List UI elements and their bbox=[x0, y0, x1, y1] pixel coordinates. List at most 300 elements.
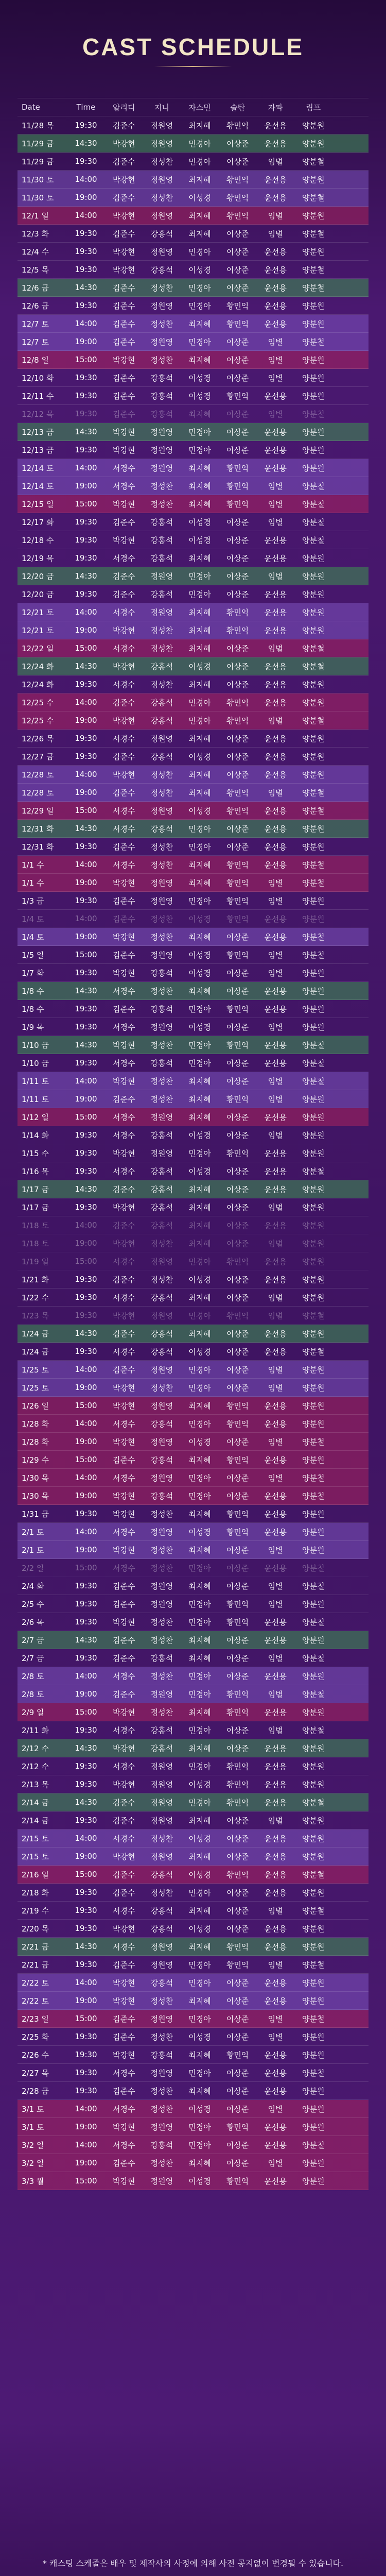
performance-date: 11/29 금 bbox=[22, 139, 54, 148]
cast-member: 윤선용 bbox=[264, 1184, 287, 1194]
cast-member: 박강현 bbox=[113, 1491, 135, 1501]
cast-member: 박강현 bbox=[113, 247, 135, 257]
performance-time: 19:00 bbox=[75, 193, 97, 202]
performance-time: 15:00 bbox=[75, 643, 97, 653]
table-row bbox=[17, 585, 369, 603]
cast-member: 양분원 bbox=[302, 2086, 325, 2096]
cast-member: 정원영 bbox=[150, 806, 173, 816]
performance-date: 1/9 목 bbox=[22, 1022, 44, 1032]
table-row bbox=[17, 1595, 369, 1613]
performance-time: 19:00 bbox=[75, 337, 97, 346]
performance-date: 1/29 수 bbox=[22, 1455, 49, 1465]
cast-member: 윤선용 bbox=[264, 1221, 287, 1230]
performance-time: 19:30 bbox=[75, 589, 97, 599]
cast-member: 황민익 bbox=[226, 1780, 249, 1789]
cast-member: 이성경 bbox=[188, 968, 211, 978]
cast-member: 양분원 bbox=[302, 247, 325, 257]
table-row bbox=[17, 1343, 369, 1361]
cast-member: 박강현 bbox=[113, 1924, 135, 1934]
cast-member: 최지혜 bbox=[188, 643, 211, 653]
cast-member: 최지혜 bbox=[188, 211, 211, 221]
performance-date: 2/23 일 bbox=[22, 2014, 49, 2024]
cast-member: 윤선용 bbox=[264, 752, 287, 761]
table-row bbox=[17, 1829, 369, 1848]
cast-member: 황민익 bbox=[226, 1707, 249, 1717]
cast-member: 이상준 bbox=[226, 1924, 249, 1934]
cast-member: 민경아 bbox=[188, 2068, 211, 2078]
cast-member: 양분원 bbox=[302, 301, 325, 311]
cast-member: 임별 bbox=[268, 1311, 283, 1320]
cast-member: 윤선용 bbox=[264, 2122, 287, 2132]
cast-member: 양분철 bbox=[302, 337, 325, 347]
cast-member: 이성경 bbox=[188, 193, 211, 202]
table-row bbox=[17, 387, 369, 405]
cast-member: 이상준 bbox=[226, 409, 249, 419]
cast-member: 강홍석 bbox=[150, 1419, 173, 1429]
cast-member: 강홍석 bbox=[150, 752, 173, 761]
column-header-date: Date bbox=[22, 103, 40, 112]
cast-member: 서경수 bbox=[113, 607, 135, 617]
cast-member: 양분원 bbox=[302, 1221, 325, 1230]
performance-time: 19:00 bbox=[75, 625, 97, 635]
cast-member: 양분철 bbox=[302, 1473, 325, 1483]
cast-member: 서경수 bbox=[113, 860, 135, 870]
cast-member: 최지혜 bbox=[188, 770, 211, 779]
performance-date: 1/4 토 bbox=[22, 914, 44, 924]
cast-member: 양분철 bbox=[302, 283, 325, 293]
cast-member: 윤선용 bbox=[264, 589, 287, 599]
cast-member: 윤선용 bbox=[264, 860, 287, 870]
cast-member: 양분원 bbox=[302, 589, 325, 599]
cast-member: 정원영 bbox=[150, 896, 173, 906]
performance-time: 14:30 bbox=[75, 571, 97, 581]
cast-member: 이상준 bbox=[226, 2158, 249, 2168]
cast-member: 정원영 bbox=[150, 1599, 173, 1609]
table-row bbox=[17, 910, 369, 928]
performance-date: 12/18 수 bbox=[22, 535, 54, 545]
cast-member: 최지혜 bbox=[188, 860, 211, 870]
cast-member: 강홍석 bbox=[150, 1906, 173, 1916]
cast-member: 이상준 bbox=[226, 1996, 249, 2006]
cast-member: 이상준 bbox=[226, 2104, 249, 2114]
cast-member: 양분원 bbox=[302, 1599, 325, 1609]
cast-member: 양분원 bbox=[302, 1239, 325, 1248]
cast-member: 이성경 bbox=[188, 1130, 211, 1140]
cast-member: 황민익 bbox=[226, 1004, 249, 1014]
table-row bbox=[17, 1270, 369, 1289]
performance-time: 19:30 bbox=[75, 1780, 97, 1789]
performance-time: 19:30 bbox=[75, 1275, 97, 1284]
cast-member: 민경아 bbox=[188, 2140, 211, 2150]
performance-time: 15:00 bbox=[75, 1870, 97, 1879]
cast-member: 양분철 bbox=[302, 1906, 325, 1916]
cast-member: 이상준 bbox=[226, 986, 249, 996]
performance-time: 19:30 bbox=[75, 373, 97, 382]
cast-member: 양분원 bbox=[302, 1527, 325, 1537]
performance-date: 2/12 수 bbox=[22, 1761, 49, 1771]
table-row bbox=[17, 134, 369, 152]
cast-member: 김준수 bbox=[113, 2014, 135, 2024]
cast-member: 양분철 bbox=[302, 716, 325, 725]
performance-time: 19:30 bbox=[75, 1581, 97, 1590]
cast-member: 황민익 bbox=[226, 1040, 249, 1050]
cast-member: 최지혜 bbox=[188, 1509, 211, 1519]
performance-time: 14:30 bbox=[75, 1040, 97, 1049]
cast-member: 이성경 bbox=[188, 806, 211, 816]
performance-date: 12/14 토 bbox=[22, 481, 54, 491]
cast-member: 최지혜 bbox=[188, 2086, 211, 2096]
performance-date: 2/7 금 bbox=[22, 1653, 44, 1663]
cast-member: 양분원 bbox=[302, 698, 325, 707]
cast-member: 박강현 bbox=[113, 1076, 135, 1086]
table-row bbox=[17, 1902, 369, 1920]
cast-member: 이상준 bbox=[226, 517, 249, 527]
table-row bbox=[17, 297, 369, 315]
table-row bbox=[17, 351, 369, 369]
cast-member: 최지혜 bbox=[188, 553, 211, 563]
cast-member: 윤선용 bbox=[264, 1275, 287, 1284]
cast-member: 양분철 bbox=[302, 788, 325, 798]
performance-date: 1/14 화 bbox=[22, 1130, 49, 1140]
cast-member: 김준수 bbox=[113, 1599, 135, 1609]
performance-time: 14:00 bbox=[75, 175, 97, 184]
cast-member: 최지혜 bbox=[188, 1906, 211, 1916]
performance-date: 1/21 화 bbox=[22, 1275, 49, 1284]
cast-member: 양분원 bbox=[302, 1094, 325, 1104]
table-row bbox=[17, 1180, 369, 1198]
cast-member: 황민익 bbox=[226, 211, 249, 221]
cast-member: 황민익 bbox=[226, 1761, 249, 1771]
cast-member: 박강현 bbox=[113, 1437, 135, 1447]
performance-date: 3/1 토 bbox=[22, 2122, 44, 2132]
cast-member: 이상준 bbox=[226, 1834, 249, 1843]
cast-member: 윤선용 bbox=[264, 319, 287, 329]
cast-member: 양분철 bbox=[302, 806, 325, 816]
table-row bbox=[17, 1216, 369, 1234]
performance-time: 19:30 bbox=[75, 1906, 97, 1915]
cast-member: 황민익 bbox=[226, 175, 249, 184]
cast-member: 윤선용 bbox=[264, 121, 287, 130]
cast-member: 황민익 bbox=[226, 1527, 249, 1537]
performance-time: 19:30 bbox=[75, 1924, 97, 1933]
cast-member: 윤선용 bbox=[264, 1401, 287, 1411]
cast-member: 김준수 bbox=[113, 337, 135, 347]
cast-member: 최지혜 bbox=[188, 1094, 211, 1104]
cast-member: 서경수 bbox=[113, 553, 135, 563]
performance-time: 19:30 bbox=[75, 1816, 97, 1825]
cast-member: 정원영 bbox=[150, 1960, 173, 1970]
cast-member: 최지혜 bbox=[188, 878, 211, 888]
cast-member: 이상준 bbox=[226, 1545, 249, 1555]
cast-member: 박강현 bbox=[113, 1509, 135, 1519]
cast-member: 서경수 bbox=[113, 2140, 135, 2150]
cast-member: 이상준 bbox=[226, 1275, 249, 1284]
cast-member: 강홍석 bbox=[150, 2050, 173, 2060]
cast-member: 민경아 bbox=[188, 427, 211, 437]
cast-member: 양분원 bbox=[302, 842, 325, 852]
cast-member: 양분원 bbox=[302, 1761, 325, 1771]
performance-time: 19:30 bbox=[75, 229, 97, 238]
cast-member: 양분원 bbox=[302, 968, 325, 978]
table-row bbox=[17, 1415, 369, 1433]
cast-member: 양분철 bbox=[302, 932, 325, 942]
cast-member: 김준수 bbox=[113, 1888, 135, 1897]
cast-member: 양분원 bbox=[302, 445, 325, 455]
performance-date: 12/6 금 bbox=[22, 301, 49, 311]
cast-member: 양분원 bbox=[302, 2032, 325, 2042]
cast-member: 최지혜 bbox=[188, 481, 211, 491]
performance-date: 2/27 목 bbox=[22, 2068, 49, 2078]
cast-member: 김준수 bbox=[113, 1689, 135, 1699]
performance-time: 19:00 bbox=[75, 2158, 97, 2167]
cast-member: 박강현 bbox=[113, 1743, 135, 1753]
cast-member: 황민익 bbox=[226, 1401, 249, 1411]
table-row bbox=[17, 1379, 369, 1397]
cast-member: 이상준 bbox=[226, 1239, 249, 1248]
cast-member: 박강현 bbox=[113, 1978, 135, 1988]
cast-member: 임별 bbox=[268, 1383, 283, 1393]
table-row bbox=[17, 1541, 369, 1559]
performance-time: 19:00 bbox=[75, 932, 97, 941]
performance-time: 14:30 bbox=[75, 283, 97, 292]
table-row bbox=[17, 567, 369, 585]
cast-member: 김준수 bbox=[113, 157, 135, 166]
cast-member: 정원영 bbox=[150, 1942, 173, 1952]
performance-date: 12/24 화 bbox=[22, 662, 54, 671]
performance-date: 1/30 목 bbox=[22, 1491, 49, 1501]
cast-member: 최지혜 bbox=[188, 607, 211, 617]
column-header-role: 지니 bbox=[154, 103, 169, 112]
cast-member: 황민익 bbox=[226, 625, 249, 635]
cast-member: 정원영 bbox=[150, 607, 173, 617]
performance-date: 1/22 수 bbox=[22, 1293, 49, 1302]
cast-member: 임별 bbox=[268, 1906, 283, 1916]
cast-member: 정성찬 bbox=[150, 499, 173, 509]
cast-member: 김준수 bbox=[113, 571, 135, 581]
cast-member: 정원영 bbox=[150, 1473, 173, 1483]
cast-member: 임별 bbox=[268, 1076, 283, 1086]
cast-member: 양분철 bbox=[302, 535, 325, 545]
cast-member: 최지혜 bbox=[188, 1329, 211, 1338]
cast-member: 강홍석 bbox=[150, 409, 173, 419]
performance-date: 1/7 화 bbox=[22, 968, 44, 978]
cast-member: 황민익 bbox=[226, 1455, 249, 1465]
cast-member: 서경수 bbox=[113, 1527, 135, 1537]
performance-time: 19:30 bbox=[75, 1888, 97, 1897]
table-row bbox=[17, 1992, 369, 2010]
table-row bbox=[17, 261, 369, 279]
cast-member: 윤선용 bbox=[264, 1455, 287, 1465]
cast-member: 강홍석 bbox=[150, 2140, 173, 2150]
performance-time: 19:00 bbox=[75, 1996, 97, 2005]
cast-member: 박강현 bbox=[113, 1239, 135, 1248]
cast-member: 최지혜 bbox=[188, 1293, 211, 1302]
cast-member: 윤선용 bbox=[264, 625, 287, 635]
table-row bbox=[17, 1866, 369, 1884]
table-row bbox=[17, 1920, 369, 1938]
cast-member: 양분원 bbox=[302, 770, 325, 779]
cast-member: 양분원 bbox=[302, 1202, 325, 1212]
performance-time: 19:30 bbox=[75, 1725, 97, 1735]
cast-member: 정성찬 bbox=[150, 1707, 173, 1717]
cast-member: 김준수 bbox=[113, 1365, 135, 1375]
performance-time: 15:00 bbox=[75, 950, 97, 959]
table-row bbox=[17, 657, 369, 675]
performance-date: 12/25 수 bbox=[22, 716, 54, 725]
cast-member: 서경수 bbox=[113, 1347, 135, 1357]
cast-member: 윤선용 bbox=[264, 301, 287, 311]
performance-time: 15:00 bbox=[75, 1563, 97, 1572]
table-row bbox=[17, 946, 369, 964]
cast-member: 최지혜 bbox=[188, 1112, 211, 1122]
performance-time: 14:00 bbox=[75, 319, 97, 328]
cast-member: 양분원 bbox=[302, 1130, 325, 1140]
cast-member: 양분철 bbox=[302, 1491, 325, 1501]
performance-date: 2/15 토 bbox=[22, 1852, 49, 1861]
cast-member: 이성경 bbox=[188, 391, 211, 401]
cast-member: 윤선용 bbox=[264, 1347, 287, 1357]
cast-member: 황민익 bbox=[226, 2176, 249, 2186]
cast-member: 이성경 bbox=[188, 1780, 211, 1789]
cast-member: 정성찬 bbox=[150, 788, 173, 798]
cast-member: 윤선용 bbox=[264, 986, 287, 996]
table-row bbox=[17, 1397, 369, 1415]
cast-member: 윤선용 bbox=[264, 1761, 287, 1771]
cast-member: 김준수 bbox=[113, 1094, 135, 1104]
table-row bbox=[17, 1198, 369, 1216]
cast-member: 양분원 bbox=[302, 1978, 325, 1988]
cast-member: 서경수 bbox=[113, 1834, 135, 1843]
performance-date: 12/20 금 bbox=[22, 589, 54, 599]
cast-member: 정성찬 bbox=[150, 1834, 173, 1843]
cast-member: 임별 bbox=[268, 355, 283, 365]
table-row bbox=[17, 603, 369, 621]
cast-member: 정성찬 bbox=[150, 355, 173, 365]
cast-member: 민경아 bbox=[188, 698, 211, 707]
cast-member: 박강현 bbox=[113, 211, 135, 221]
cast-member: 이상준 bbox=[226, 1329, 249, 1338]
cast-member: 민경아 bbox=[188, 1419, 211, 1429]
cast-member: 최지혜 bbox=[188, 175, 211, 184]
cast-member: 서경수 bbox=[113, 1293, 135, 1302]
performance-date: 12/3 화 bbox=[22, 229, 49, 239]
cast-member: 정성찬 bbox=[150, 1076, 173, 1086]
performance-time: 15:00 bbox=[75, 1257, 97, 1266]
performance-time: 19:30 bbox=[75, 1509, 97, 1518]
table-row bbox=[17, 1054, 369, 1072]
performance-date: 2/19 수 bbox=[22, 1906, 49, 1916]
cast-member: 이상준 bbox=[226, 1365, 249, 1375]
cast-member: 정성찬 bbox=[150, 860, 173, 870]
cast-member: 민경아 bbox=[188, 1148, 211, 1158]
table-row bbox=[17, 748, 369, 766]
cast-member: 정성찬 bbox=[150, 193, 173, 202]
cast-member: 박강현 bbox=[113, 1148, 135, 1158]
cast-member: 임별 bbox=[268, 968, 283, 978]
cast-member: 민경아 bbox=[188, 1058, 211, 1068]
cast-member: 윤선용 bbox=[264, 2176, 287, 2186]
performance-time: 19:30 bbox=[75, 1130, 97, 1140]
cast-member: 정원영 bbox=[150, 1581, 173, 1591]
cast-member: 박강현 bbox=[113, 1040, 135, 1050]
cast-member: 양분철 bbox=[302, 229, 325, 239]
cast-member: 황민익 bbox=[226, 1311, 249, 1320]
cast-member: 황민익 bbox=[226, 2122, 249, 2132]
cast-member: 황민익 bbox=[226, 391, 249, 401]
cast-member: 양분원 bbox=[302, 1743, 325, 1753]
performance-time: 19:30 bbox=[75, 1004, 97, 1013]
casting-notice: * 캐스팅 스케줄은 배우 및 제작사의 사정에 의해 사전 공지없이 변경될 수 있습니다. bbox=[42, 2558, 344, 2568]
cast-member: 이상준 bbox=[226, 1725, 249, 1735]
cast-member: 정원영 bbox=[150, 878, 173, 888]
cast-member: 양분원 bbox=[302, 1834, 325, 1843]
performance-time: 14:30 bbox=[75, 1329, 97, 1338]
cast-member: 이상준 bbox=[226, 1888, 249, 1897]
cast-member: 정성찬 bbox=[150, 481, 173, 491]
cast-member: 강홍석 bbox=[150, 391, 173, 401]
cast-member: 양분원 bbox=[302, 1329, 325, 1338]
cast-member: 이상준 bbox=[226, 355, 249, 365]
cast-member: 민경아 bbox=[188, 1040, 211, 1050]
cast-member: 최지혜 bbox=[188, 2050, 211, 2060]
table-row bbox=[17, 477, 369, 495]
cast-member: 양분원 bbox=[302, 2122, 325, 2132]
performance-date: 2/22 토 bbox=[22, 1996, 49, 2006]
cast-member: 강홍석 bbox=[150, 1653, 173, 1663]
performance-time: 14:00 bbox=[75, 1365, 97, 1374]
cast-schedule-table bbox=[17, 98, 369, 2190]
performance-time: 14:00 bbox=[75, 1978, 97, 1987]
cast-member: 박강현 bbox=[113, 2176, 135, 2186]
cast-member: 이성경 bbox=[188, 1166, 211, 1176]
cast-member: 임별 bbox=[268, 896, 283, 906]
cast-member: 황민익 bbox=[226, 896, 249, 906]
cast-member: 최지혜 bbox=[188, 1581, 211, 1591]
cast-member: 이상준 bbox=[226, 1473, 249, 1483]
cast-member: 이상준 bbox=[226, 1437, 249, 1447]
cast-member: 황민익 bbox=[226, 499, 249, 509]
cast-member: 강홍석 bbox=[150, 1004, 173, 1014]
cast-member: 윤선용 bbox=[264, 1671, 287, 1681]
cast-member: 강홍석 bbox=[150, 1166, 173, 1176]
cast-member: 양분철 bbox=[302, 499, 325, 509]
cast-member: 양분철 bbox=[302, 1689, 325, 1699]
cast-member: 윤선용 bbox=[264, 1978, 287, 1988]
cast-member: 양분원 bbox=[302, 1022, 325, 1032]
performance-date: 1/15 수 bbox=[22, 1148, 49, 1158]
cast-member: 양분원 bbox=[302, 391, 325, 401]
cast-member: 윤선용 bbox=[264, 824, 287, 834]
cast-member: 양분철 bbox=[302, 1617, 325, 1627]
performance-date: 12/21 토 bbox=[22, 625, 54, 635]
cast-member: 임별 bbox=[268, 517, 283, 527]
cast-member: 양분철 bbox=[302, 481, 325, 491]
cast-member: 양분원 bbox=[302, 373, 325, 383]
cast-member: 윤선용 bbox=[264, 283, 287, 293]
cast-member: 정성찬 bbox=[150, 1617, 173, 1627]
performance-date: 1/28 화 bbox=[22, 1419, 49, 1429]
cast-member: 이상준 bbox=[226, 1112, 249, 1122]
cast-member: 임별 bbox=[268, 373, 283, 383]
cast-member: 정성찬 bbox=[150, 625, 173, 635]
performance-time: 19:30 bbox=[75, 1653, 97, 1663]
table-row bbox=[17, 928, 369, 946]
performance-time: 19:00 bbox=[75, 1094, 97, 1104]
performance-date: 2/11 화 bbox=[22, 1725, 49, 1735]
table-row bbox=[17, 1289, 369, 1307]
performance-date: 2/26 수 bbox=[22, 2050, 49, 2060]
performance-date: 2/2 일 bbox=[22, 1563, 44, 1573]
